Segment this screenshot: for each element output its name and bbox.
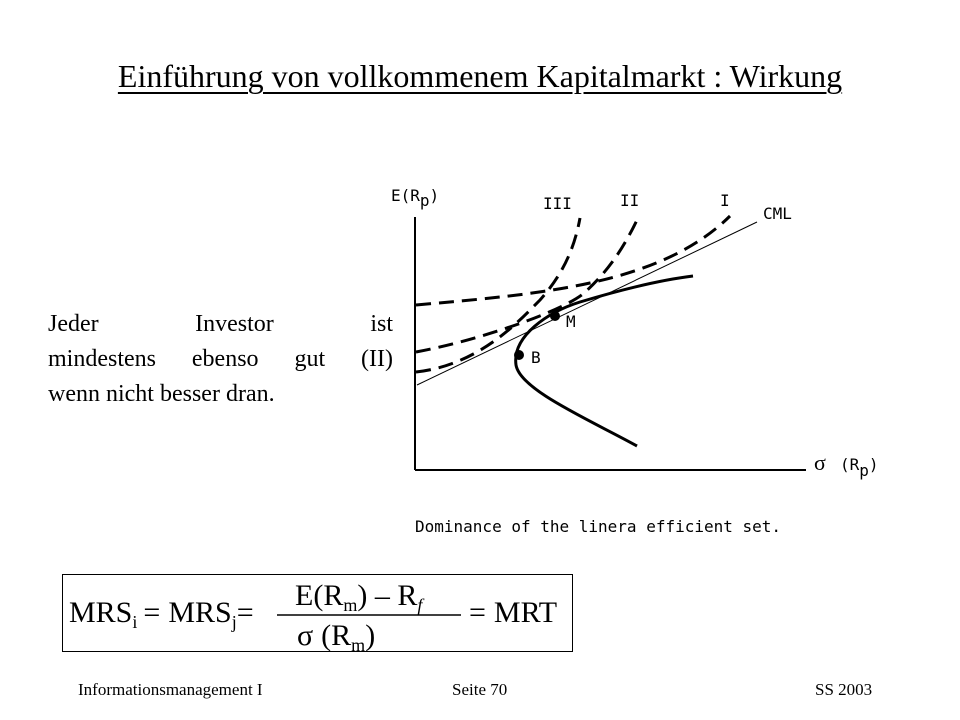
curve-label-ii: II (620, 191, 640, 210)
mrs-formula (63, 575, 572, 651)
note-line-1: Jeder Investor ist (48, 311, 393, 337)
point-m-label: M (566, 312, 576, 331)
point-m (550, 311, 560, 321)
curve-label-iii: III (543, 194, 572, 213)
x-axis-label-text: (Rp) (840, 455, 879, 480)
indifference-curve-iii (416, 218, 580, 372)
formula-denominator: σ $(R_m)$ (297, 619, 376, 651)
footer-term: SS 2003 (815, 680, 873, 699)
note-line-3: wenn nicht besser dran. (48, 381, 275, 407)
note-line-2: mindestens ebenso gut (II) (48, 346, 393, 372)
formula-box (62, 574, 573, 652)
formula-numerator: $E(R_m) - R_f$ (295, 579, 423, 615)
indifference-curve-i (416, 216, 730, 305)
diagram-caption: Dominance of the linera efficient set. (415, 517, 782, 536)
slide-title: Einführung von vollkommenem Kapitalmarkt : Wirkung (117, 58, 843, 94)
point-b-label: B (531, 348, 541, 367)
efficient-frontier (516, 276, 693, 446)
point-b (514, 350, 524, 360)
cml-line (417, 222, 757, 385)
x-axis-label: σ (814, 450, 826, 475)
formula-lhs: $MRS_i = MRS_j=$ (69, 596, 254, 632)
footer-course: Informationsmanagement I (78, 680, 263, 699)
curve-label-i: I (720, 191, 730, 210)
formula-rhs: = MRT (469, 596, 558, 629)
y-axis-label: E(Rp) (391, 186, 440, 210)
cml-label: CML (763, 204, 792, 223)
footer-page: Seite 70 (452, 680, 508, 699)
